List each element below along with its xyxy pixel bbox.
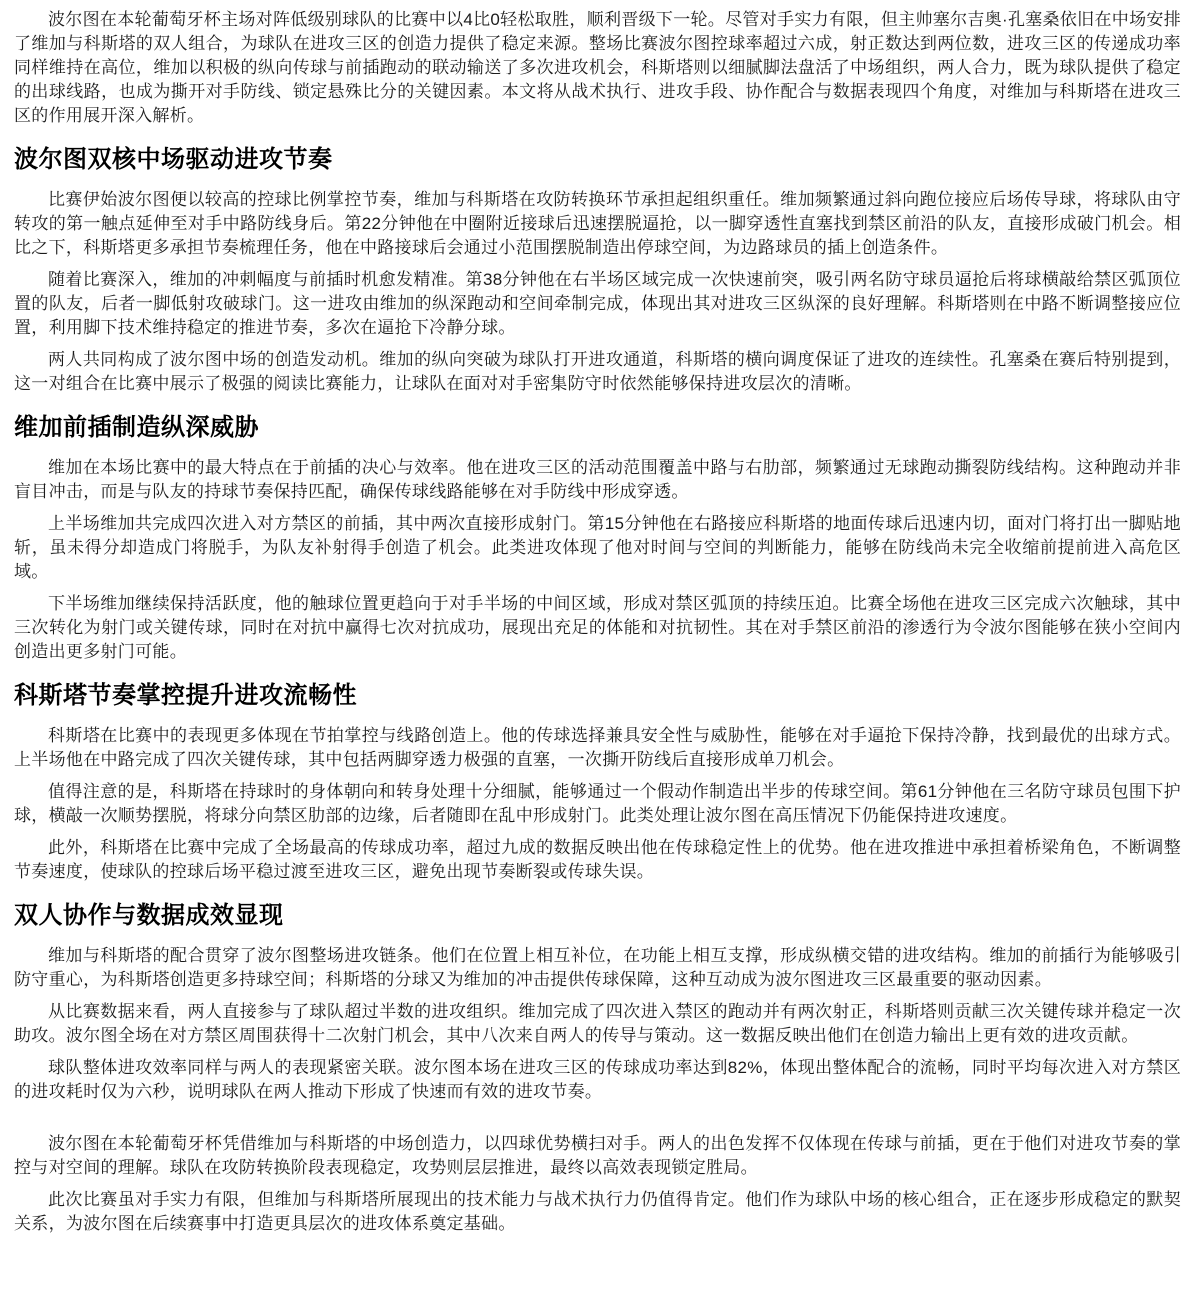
- section-partnership-data: [14, 900, 1181, 1104]
- paragraph: 此外，科斯塔在比赛中完成了全场最高的传球成功率，超过九成的数据反映出他在传球稳定性上的优势。他在进攻推进中承担着桥梁角色，不断调整节奏速度，使球队的控球后场平稳过渡至进攻三区，避免出现节奏断裂或传球失误。: [14, 838, 1181, 881]
- section-costa-tempo: [14, 680, 1181, 884]
- intro-paragraph: 波尔图在本轮葡萄牙杯主场对阵低级别球队的比赛中以4比0轻松取胜，顺利晋级下一轮。尽管对手实力有限，但主帅塞尔吉奥·孔塞桑依旧在中场安排了维加与科斯塔的双人组合，为球队在进攻三区的创造力提供了稳定来源。整场比赛波尔图控球率超过六成，射正数达到两位数，进攻三区的传递成功率同样维持在高位，维加以积极的纵向传球与前插跑动的联动输送了多次进攻机会，科斯塔则以细腻脚法盘活了中场组织，两人合力，既为球队提供了稳定的出球线路，也成为撕开对手防线、锁定悬殊比分的关键因素。本文将从战术执行、进攻手段、协作配合与数据表现四个角度，对维加与科斯塔在进攻三区的作用展开深入解析。: [14, 10, 1181, 125]
- conclusion-paragraph: 波尔图在本轮葡萄牙杯凭借维加与科斯塔的中场创造力，以四球优势横扫对手。两人的出色发挥不仅体现在传球与前插，更在于他们对进攻节奏的掌控与对空间的理解。球队在攻防转换阶段表现稳定，攻势则层层推进，最终以高效表现锁定胜局。: [14, 1134, 1181, 1177]
- paragraph: 科斯塔在比赛中的表现更多体现在节拍掌控与线路创造上。他的传球选择兼具安全性与威胁性，能够在对手逼抢下保持冷静，找到最优的出球方式。上半场他在中路完成了四次关键传球，其中包括两脚穿透力极强的直塞，一次撕开防线后直接形成单刀机会。: [14, 726, 1181, 769]
- paragraph: 两人共同构成了波尔图中场的创造发动机。维加的纵向突破为球队打开进攻通道，科斯塔的横向调度保证了进攻的连续性。孔塞桑在赛后特别提到，这一对组合在比赛中展示了极强的阅读比赛能力，让球队在面对对手密集防守时依然能够保持进攻层次的清晰。: [14, 350, 1181, 393]
- paragraph: 维加与科斯塔的配合贯穿了波尔图整场进攻链条。他们在位置上相互补位，在功能上相互支撑，形成纵横交错的进攻结构。维加的前插行为能够吸引防守重心，为科斯塔创造更多持球空间；科斯塔的分球又为维加的冲击提供传球保障，这种互动成为波尔图进攻三区最重要的驱动因素。: [14, 946, 1181, 989]
- paragraph: 上半场维加共完成四次进入对方禁区的前插，其中两次直接形成射门。第15分钟他在右路接应科斯塔的地面传球后迅速内切，面对门将打出一脚贴地斩，虽未得分却造成门将脱手，为队友补射得手创造了机会。此类进攻体现了他对时间与空间的判断能力，能够在防线尚未完全收缩前提前进入高危区域。: [14, 514, 1181, 581]
- section-midfield-duo: [14, 144, 1181, 396]
- paragraph: 维加在本场比赛中的最大特点在于前插的决心与效率。他在进攻三区的活动范围覆盖中路与右肋部，频繁通过无球跑动撕裂防线结构。这种跑动并非盲目冲击，而是与队友的持球节奏保持匹配，确保传球线路能够在对手防线中形成穿透。: [14, 458, 1181, 501]
- section-heading: 双人协作与数据成效显现: [14, 902, 284, 929]
- conclusion: [14, 1132, 1181, 1236]
- section-veiga-runs: [14, 412, 1181, 664]
- conclusion-paragraph: 此次比赛虽对手实力有限，但维加与科斯塔所展现出的技术能力与战术执行力仍值得肯定。他们作为球队中场的核心组合，正在逐步形成稳定的默契关系，为波尔图在后续赛事中打造更具层次的进攻体系奠定基础。: [14, 1190, 1181, 1233]
- paragraph: 随着比赛深入，维加的冲刺幅度与前插时机愈发精准。第38分钟他在右半场区域完成一次快速前突，吸引两名防守球员逼抢后将球横敲给禁区弧顶位置的队友，后者一脚低射攻破球门。这一进攻由维加的纵深跑动和空间牵制完成，体现出其对进攻三区纵深的良好理解。科斯塔则在中路不断调整接应位置，利用脚下技术维持稳定的推进节奏，多次在逼抢下冷静分球。: [14, 270, 1181, 337]
- paragraph: 比赛伊始波尔图便以较高的控球比例掌控节奏，维加与科斯塔在攻防转换环节承担起组织重任。维加频繁通过斜向跑位接应后场传导球，将球队由守转攻的第一触点延伸至对手中路防线身后。第22分钟他在中圈附近接球后迅速摆脱逼抢，以一脚穿透性直塞找到禁区前沿的队友，直接形成破门机会。相比之下，科斯塔更多承担节奏梳理任务，他在中路接球后会通过小范围摆脱制造出停球空间，为边路球员的插上创造条件。: [14, 190, 1181, 257]
- section-heading: 维加前插制造纵深威胁: [14, 414, 259, 441]
- paragraph: 下半场维加继续保持活跃度，他的触球位置更趋向于对手半场的中间区域，形成对禁区弧顶的持续压迫。比赛全场他在进攻三区完成六次触球，其中三次转化为射门或关键传球，同时在对抗中赢得七次对抗成功，展现出充足的体能和对抗韧性。其在对手禁区前沿的渗透行为令波尔图能够在狭小空间内创造出更多射门可能。: [14, 594, 1181, 661]
- paragraph: 从比赛数据来看，两人直接参与了球队超过半数的进攻组织。维加完成了四次进入禁区的跑动并有两次射正，科斯塔则贡献三次关键传球并稳定一次助攻。波尔图全场在对方禁区周围获得十二次射门机会，其中八次来自两人的传导与策动。这一数据反映出他们在创造力输出上更有效的进攻贡献。: [14, 1002, 1181, 1045]
- section-heading: 波尔图双核中场驱动进攻节奏: [14, 146, 333, 173]
- paragraph: 值得注意的是，科斯塔在持球时的身体朝向和转身处理十分细腻，能够通过一个假动作制造出半步的传球空间。第61分钟他在三名防守球员包围下护球，横敲一次顺势摆脱，将球分向禁区肋部的边缘，后者随即在乱中形成射门。此类处理让波尔图在高压情况下仍能保持进攻速度。: [14, 782, 1181, 825]
- paragraph: 球队整体进攻效率同样与两人的表现紧密关联。波尔图本场在进攻三区的传球成功率达到82%，体现出整体配合的流畅，同时平均每次进入对方禁区的进攻耗时仅为六秒，说明球队在两人推动下形成了快速而有效的进攻节奏。: [14, 1058, 1181, 1101]
- section-heading: 科斯塔节奏掌控提升进攻流畅性: [14, 682, 357, 709]
